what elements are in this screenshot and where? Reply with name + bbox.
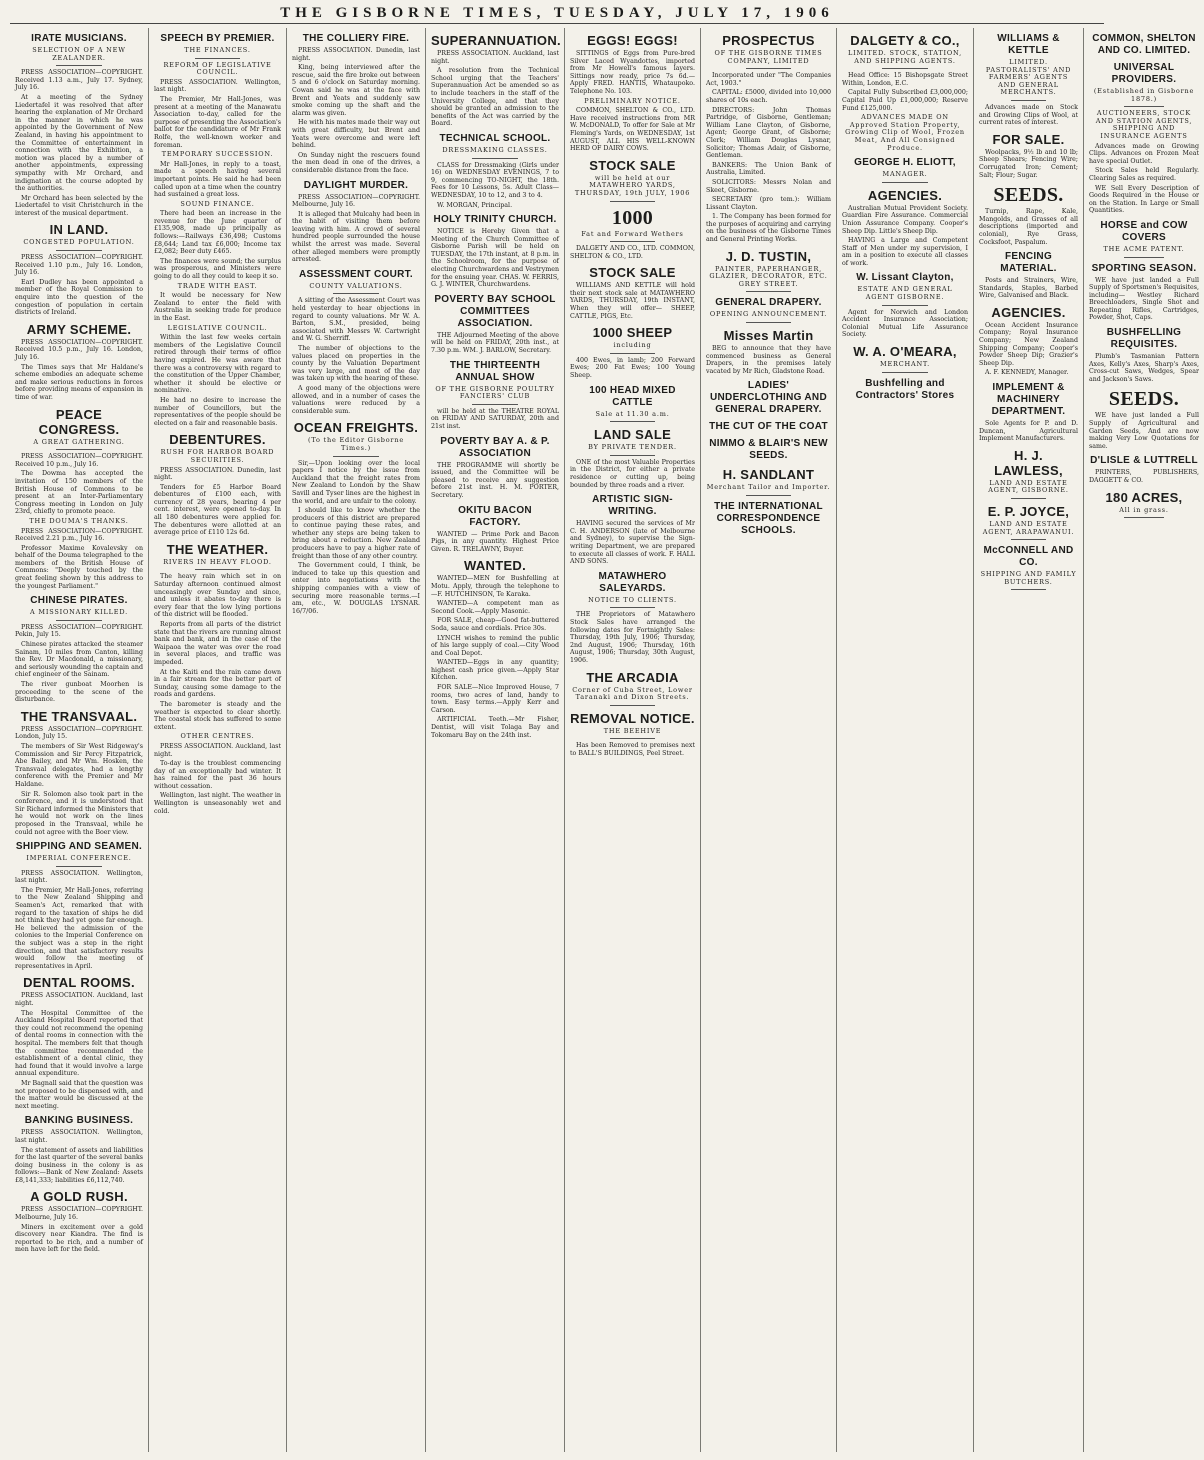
article-paragraph: will be held at the THEATRE ROYAL on FRIDAY AND SATURDAY, 20th and 21st inst. <box>431 407 559 430</box>
section-subheading: (To the Editor Gisborne Times.) <box>308 436 404 452</box>
section-subheading: PAINTER, PAPERHANGER, GLAZIER, DECORATOR, ETC. GREY STREET. <box>709 264 828 288</box>
article-paragraph: PRESS ASSOCIATION. Auckland, last night. <box>431 50 559 65</box>
section-heading: STOCK SALE <box>589 157 676 173</box>
section-heading: PROSPECTUS <box>722 33 815 48</box>
section-subheading: SOUND FINANCE. <box>180 199 255 208</box>
section-subheading: MANAGER. <box>882 170 928 179</box>
section-heading: THE THIRTEENTH ANNUAL SHOW <box>449 359 541 383</box>
column-6 <box>701 28 837 1452</box>
section-subheading: LAND AND ESTATE AGENT, GISBORNE. <box>988 478 1069 495</box>
section-heading: 1000 SHEEP <box>592 325 673 341</box>
section-subheading: All in grass. <box>1119 505 1169 514</box>
article-paragraph: PRESS ASSOCIATION—COPYRIGHT. Melbourne, July 16. <box>292 193 420 209</box>
section-subheading: LIMITED. PASTORALISTS' AND FARMERS' AGENTS AND GENERAL MERCHANTS. <box>985 58 1072 97</box>
section-heading: E. P. JOYCE, <box>987 504 1070 519</box>
section-heading: THE INTERNATIONAL CORRESPONDENCE SCHOOLS. <box>714 501 823 536</box>
divider <box>610 421 655 422</box>
section-heading: OKITU BACON FACTORY. <box>458 504 532 528</box>
article-paragraph: The heavy rain which set in on Saturday afternoon continued almost unceasingly over Sunday and since, and unless it abates to-day there is every fear that the low lying portions of the district will be flooded. <box>154 573 281 619</box>
section-heading: SUPERANNUATION. <box>431 33 561 48</box>
divider <box>1011 539 1047 540</box>
article-paragraph: CAPITAL: £5000, divided into 10,000 shares of 10s each. <box>706 89 831 104</box>
article-paragraph: FOR SALE, cheap—Good fat-buttered Soda, sauce and cordials. Price 30s. <box>431 617 559 632</box>
article-paragraph: The Premier, Mr Hall-Jones, referring to the New Zealand Shipping and Seamen's Act, remarked that with regard to the taxation of ships he did not think they had yet gone far enough. He believed the admission of the colonies to the Imperial Conference on the subject was a step in the right direction, and that satisfactory results would follow the meeting of representatives in April. <box>15 886 143 970</box>
article-paragraph: The river gunboat Moorhen is proceeding to the scene of the disturbance. <box>15 681 143 704</box>
divider <box>746 495 791 496</box>
section-subheading: THE DOUMA'S THANKS. <box>29 516 129 525</box>
article-paragraph: Sir,—Upon looking over the local papers I notice by the issue from Auckland that the freight rates from New Zealand to London by the Shaw Savill and Tyser lines are the highest in the world, and are unfair to the colony. <box>292 459 420 505</box>
article-paragraph: PRESS ASSOCIATION—COPYRIGHT. Pekin, July 15. <box>15 623 143 639</box>
divider <box>195 58 241 59</box>
divider <box>1124 106 1164 107</box>
section-subheading: SELECTION OF A NEW ZEALANDER. <box>32 46 126 62</box>
section-heading: WANTED. <box>463 558 527 574</box>
article-paragraph: SECRETARY (pro tem.): William Lissant Clayton. <box>706 196 831 211</box>
section-heading: THE WEATHER. <box>166 541 269 557</box>
article-paragraph: 400 Ewes, in lamb; 200 Forward Ewes; 200 Fat Ewes; 100 Young Sheep. <box>570 356 695 380</box>
article-paragraph: W. MORGAN, Principal. <box>437 201 513 209</box>
column-8 <box>974 28 1084 1452</box>
section-subheading: COUNTY VALUATIONS. <box>309 281 403 290</box>
section-heading: A GOLD RUSH. <box>30 1189 128 1205</box>
article-paragraph: BEG to announce that they have commenced business as General Drapers, in the premises lately vacated by Mr Rich, Gladstone Road. <box>706 345 831 375</box>
section-heading: 180 ACRES, <box>1105 489 1183 505</box>
article-paragraph: WE have just landed a Full Supply of Agricultural and Garden Seeds, And are now making Very Low Quotations for same. <box>1089 412 1199 450</box>
section-subheading: RIVERS IN HEAVY FLOOD. <box>163 557 272 566</box>
section-heading: W. A. O'MEARA, <box>853 344 957 360</box>
section-subheading: IMPERIAL CONFERENCE. <box>26 854 132 863</box>
article-paragraph: To-day is the troublest commencing day of an exceptionally bad winter. It has rained for the past 36 hours without cessation. <box>154 760 281 790</box>
article-paragraph: THE PROGRAMME will shortly be issued, and the Committee will be pleased to receive any suggestion before 21st inst. H. M. PORTER, Secretary. <box>431 461 559 499</box>
section-subheading: DRESSMAKING CLASSES. <box>442 145 548 154</box>
article-paragraph: HAVING secured the services of Mr C. H. ANDERSON (late of Melbourne and Sydney), to supervise the Sign-writing Department, we are prepared to execute all classes of work. F. HALL AND SONS. <box>570 520 695 566</box>
article-paragraph: The Premier, Mr Hall-Jones, was present at a meeting of the Manawatu Association to-day, called for the purpose of presenting the Association's ballot for the candidature of Mr Frank Rolfe, the well-known worker and foreman. <box>154 95 281 149</box>
article-paragraph: He had no desire to increase the number of Councillors, but the representatives of the people should be elected on a fair and reasonable basis. <box>154 396 281 427</box>
article-paragraph: The barometer is steady and the weather is expected to clear shortly. The coastal stock has suffered to some extent. <box>154 700 281 731</box>
article-paragraph: The Times says that Mr Haldane's scheme embodies an adequate scheme and make serious reductions in forces before providing means of expansion in time of war. <box>15 363 143 401</box>
section-subheading: AUCTIONEERS, STOCK AND STATION AGENTS, SHIPPING AND INSURANCE AGENTS <box>1095 109 1193 140</box>
section-subheading: will be held at our MATAWHERO YARDS, THURSDAY, 19th JULY, 1906 <box>574 173 691 197</box>
section-heading: COMMON, SHELTON AND CO. LIMITED. <box>1092 33 1196 56</box>
masthead-title: THE GISBORNE TIMES, TUESDAY, JULY 17, 1906 <box>280 5 834 21</box>
article-paragraph: He with his mates made their way out with great difficulty, but Brent and Yeats were overcome and were left behind. <box>292 119 420 150</box>
column-7 <box>837 28 974 1452</box>
divider <box>882 68 927 69</box>
section-heading: POVERTY BAY A. & P. ASSOCIATION <box>440 435 550 459</box>
section-heading: LAND SALE <box>593 427 672 443</box>
article-paragraph: WANTED—MEN for Bushfelling at Motu. Apply, through the telephone to—F. HUTCHINSON, Te Karaka. <box>431 575 559 598</box>
article-paragraph: The statement of assets and liabilities for the last quarter of the several banks doing business in the colony is as follows:—Bank of New Zealand: Assets £8,141,333; liabilities £6,112,740. <box>15 1146 143 1184</box>
section-heading: D'LISLE & LUTTRELL <box>1090 455 1198 467</box>
section-heading: REMOVAL NOTICE. <box>570 710 695 726</box>
article-paragraph: Miners in excitement over a gold discovery near Kiandra. The find is reported to be rich, and a number of men have left for the field. <box>15 1223 143 1254</box>
section-subheading: (Established in Gisborne 1878.) <box>1093 87 1195 103</box>
divider <box>56 250 102 251</box>
article-paragraph: ARTIFICIAL Teeth.—Mr Fisher, Dentist, will visit Tolaga Bay and Tokomaru Bay on the 24th inst. <box>431 716 559 739</box>
divider <box>882 372 927 373</box>
section-heading: McCONNELL AND CO. <box>983 545 1074 569</box>
article-paragraph: Capital Fully Subscribed £3,000,000; Capital Paid Up £1,000,000; Reserve Fund £125,000. <box>842 89 968 112</box>
section-subheading: BY PRIVATE TENDER. <box>588 443 677 452</box>
section-subheading: Corner of Cuba Street, Lower Taranaki and Dixon Streets. <box>572 685 693 702</box>
column-2 <box>149 28 287 1452</box>
section-heading: THE ARCADIA <box>586 669 679 685</box>
article-paragraph: Tenders for £5 Harbor Board debentures of £100 each, with currency of 28 years, bearing 4 per cent. interest, were opened to-day. In all 180 debentures were applied for. The debentures were allotted at an average price of £110 12s 6d. <box>154 483 281 537</box>
section-heading: IMPLEMENT & MACHINERY DEPARTMENT. <box>991 382 1066 418</box>
article-paragraph: PRINTERS, PUBLISHERS, DAGGETT & CO. <box>1089 469 1199 484</box>
section-subheading: NOTICE TO CLIENTS. <box>588 595 677 604</box>
section-heading: IN LAND. <box>49 222 109 238</box>
article-paragraph: PRESS ASSOCIATION—COPYRIGHT. Received 10 p.m., July 16. <box>15 453 143 468</box>
divider <box>610 738 655 739</box>
article-paragraph: PRESS ASSOCIATION. Dunedin, last night. <box>292 47 420 62</box>
article-paragraph: CLASS for Dressmaking (Girls under 16) on WEDNESDAY EVENINGS, 7 to 9, commencing TO-NIGHT, the 18th. Fees for 10 Lessons, 5s. Adult Class—WEDNESDAY, 10 to 12, and 3 to 4. <box>431 161 559 199</box>
article-paragraph: THE Proprietors of Matawhero Stock Sales have arranged the following dates for Fortnightly Sales: Thursday, 19th July, 1906; Thursday, 2nd August, 1906; Thursday, 16th August, 1906; Thursday, 30th August, 1906. <box>570 611 695 664</box>
section-heading: EGGS! EGGS! <box>587 33 678 48</box>
article-paragraph: On Sunday night the rescuers found the men dead in one of the drives, a considerable distance from the face. <box>292 151 420 174</box>
section-heading: AGENCIES. <box>991 304 1066 320</box>
article-paragraph: Reports from all parts of the district state that the rivers are running almost bank and bank, and in the case of the Waipaoa the water was over the road in several places, and traffic was impeded. <box>154 621 281 666</box>
section-subheading: LEGISLATIVE COUNCIL. <box>167 323 268 332</box>
article-paragraph: Incorporated under "The Companies Act, 1903." <box>706 72 831 87</box>
column-9 <box>1084 28 1204 1452</box>
article-paragraph: King, being interviewed after the rescue, said the fire broke out between 5 and 6 o'clock on Saturday morning. Cowan said he was at the face with Brent and Yeats and suddenly saw smoke coming up the shaft and the alarm was given. <box>292 64 420 117</box>
section-heading: SEEDS. <box>993 184 1064 207</box>
article-paragraph: Wellington, last night. The weather in Wellington is unseasonably wet and cold. <box>154 792 281 815</box>
section-subheading: Merchant Tailor and Importer. <box>706 483 831 492</box>
divider <box>610 201 655 202</box>
article-paragraph: The finances were sound; the surplus was prosperous, and Ministers were going to do all they could to keep it so. <box>154 257 281 281</box>
article-paragraph: Advances made on Stock and Growing Clips of Wool, at current rates of interest. <box>979 103 1078 127</box>
article-paragraph: It is alleged that Mulcahy had been in the habit of visiting them before leaving with him. A crowd of several hundred people surrounded the house whilst the arrest was made. Several other alleged members were promptly arrested. <box>292 210 420 264</box>
article-paragraph: PRESS ASSOCIATION. Dunedin, last night. <box>154 466 281 482</box>
section-subheading: THE FINANCES. <box>184 46 251 54</box>
divider <box>746 68 791 69</box>
article-paragraph: Mr Orchard has been selected by the Liedertafel to visit Christchurch in the interest of the musical department. <box>15 194 143 217</box>
article-paragraph: Earl Dudley has been appointed a member of the Royal Commission to enquire into the question of the congestion of population in certain districts of Ireland. <box>15 278 143 317</box>
section-heading: AGENCIES. <box>867 187 943 203</box>
article-paragraph: Chinese pirates attacked the steamer Sainam, 10 miles from Canton, killing the Rev. Dr Macdonald, a missionary, and seriously wounding the captain and chief engineer of the Sainam. <box>15 641 143 679</box>
divider <box>195 569 241 570</box>
section-subheading: OF THE GISBORNE TIMES COMPANY, LIMITED <box>714 49 823 65</box>
article-paragraph: There had been an increase in the revenue for the June quarter of £135,908, made up principally as follows:—Railways £36,498; Customs £8,644; Land tax £6,000; Income tax £2,082; Beer duty £465. <box>154 210 281 256</box>
article-paragraph: SITTINGS of Eggs from Pure-bred Silver Laced Wyandottes, imported from Mr Howell's famous layers. Sittings now ready, price 7s 6d.—Apply FRED. HANTIS, Whataupoko. Telephone No. 103. <box>570 50 695 95</box>
section-heading: IRATE MUSICIANS. <box>31 33 127 44</box>
divider <box>472 404 518 405</box>
section-heading: MATAWHERO SALEYARDS. <box>598 570 667 594</box>
divider <box>333 293 379 294</box>
article-paragraph: HAVING a Large and Competent Staff of Men under my supervision, I am in a position to execute all classes of work. <box>842 237 968 267</box>
article-paragraph: A good many of the objections were allowed, and in a number of cases the valuations were reduced by a considerable sum. <box>292 384 420 415</box>
article-paragraph: NOTICE is Hereby Given that a Meeting of the Church Committee of Gisborne Parish will be held on TUESDAY, the 17th instant, at 8 p.m. in the Schoolroom, for the purpose of electing Churchwardens and Vestrymen for the ensuing year. CHAS. W. FERRIS, G. J. WINTER, Churchwardens. <box>431 228 559 289</box>
section-subheading: including <box>613 341 652 350</box>
column-3 <box>287 28 426 1452</box>
column-4 <box>426 28 565 1452</box>
divider <box>56 866 102 867</box>
article-paragraph: Sole Agents for P. and D. Duncan, Agricultural Implement Manufacturers. <box>979 420 1078 443</box>
article-paragraph: Woolpacks, 9½ lb and 10 lb; Sheep Shears; Fencing Wire; Corrugated Iron; Cement; Salt; Flour; Sugar. <box>979 148 1078 179</box>
column-5 <box>565 28 701 1452</box>
article-paragraph: I should like to know whether the producers of this district are prepared to continue paying these rates, and whether any steps are being taken to bring about a reduction. New Zealand producers have to pay a higher rate of freight than those of any other country. <box>292 507 420 560</box>
section-subheading: THE ACME PATENT. <box>1103 244 1185 253</box>
article-paragraph: A. F. KENNEDY, Manager. <box>985 369 1069 377</box>
section-heading: UNIVERSAL PROVIDERS. <box>1111 62 1177 85</box>
section-heading: SHIPPING AND SEAMEN. <box>15 841 143 853</box>
article-paragraph: Head Office: 15 Bishopsgate Street Within, London, E.C. <box>842 72 968 87</box>
section-heading: FOR SALE. <box>992 131 1065 147</box>
section-heading: ARTISTIC SIGN-WRITING. <box>592 494 673 518</box>
divider <box>746 322 791 323</box>
divider <box>610 241 655 242</box>
article-paragraph: A sitting of the Assessment Court was held yesterday to hear objections in regard to county valuations. Mr W. A. Barton, S.M., presided, being associated with Messrs W. Cartwright and W. G. Sherriff. <box>292 297 420 343</box>
section-subheading: A GREAT GATHERING. <box>33 437 125 446</box>
article-paragraph: WANTED—A competent man as Second Cook.—Apply Masonic. <box>431 600 559 615</box>
section-heading: PEACE CONGRESS. <box>38 406 120 437</box>
section-heading: J. D. TUSTIN, <box>725 248 812 264</box>
section-heading: SPEECH BY PREMIER. <box>160 33 275 44</box>
section-heading: LADIES' UNDERCLOTHING AND GENERAL DRAPERY. <box>710 380 827 416</box>
section-heading: FENCING MATERIAL. <box>1000 251 1057 275</box>
section-subheading: OF THE GISBORNE POULTRY FANCIERS' CLUB <box>435 384 555 401</box>
column-1 <box>10 28 149 1452</box>
section-heading: W. Lissant Clayton, <box>856 272 954 284</box>
article-paragraph: THE Adjourned Meeting of the above will be held on FRIDAY, 20th inst., at 7.30 p.m. WM. J. BARLOW, Secretary. <box>431 331 559 355</box>
article-paragraph: ONE of the most Valuable Properties in the District, for either a private residence or cutting up, being bounded by three roads and a river. <box>570 458 695 489</box>
article-paragraph: Mr Bagnall said that the question was not proposed to be dispensed with, and the matter would be discussed at the next meeting. <box>15 1079 143 1110</box>
section-heading: THE CUT OF THE COAT <box>709 421 828 433</box>
section-subheading: ESTATE AND GENERAL AGENT GISBORNE. <box>857 285 953 302</box>
section-heading: GEORGE H. ELIOTT, <box>854 157 956 169</box>
section-subheading: TEMPORARY SUCCESSION. <box>161 150 274 159</box>
section-heading: H. SANDLANT <box>722 467 815 483</box>
article-paragraph: PRESS ASSOCIATION—COPYRIGHT. Received 1.13 a.m., July 17. Sydney, July 16. <box>15 69 143 92</box>
section-subheading: CONGESTED POPULATION. <box>23 238 135 247</box>
section-heading: 100 HEAD MIXED CATTLE <box>589 384 676 408</box>
newspaper-page <box>10 28 1199 1452</box>
article-paragraph: COMMON, SHELTON & CO., LTD. Have received instructions from MR W. McDONALD, To offer for Sale at Mr Fleming's Yards, on WEDNESDAY, 1st AUGUST, ALL HIS WELL-KNOWN HERD OF DAIRY COWS. <box>570 107 695 153</box>
section-subheading: TRADE WITH EAST. <box>177 281 258 290</box>
article-paragraph: The Hospital Committee of the Auckland Hospital Board reported that they could not recommend the opening of dental rooms in connection with the hospital. The members felt that though the committee recommended the establishment of a dental clinic, they had found that it would involve a large annual expenditure. <box>15 1009 143 1078</box>
divider <box>610 353 655 354</box>
divider <box>610 705 655 706</box>
section-subheading: Fat and Forward Wethers <box>581 229 684 238</box>
article-paragraph: PRESS ASSOCIATION. Auckland, last night. <box>154 742 281 758</box>
section-heading: CHINESE PIRATES. <box>30 595 128 607</box>
article-paragraph: Within the last few weeks certain members of the Legislative Council retired through their terms of office having expired. He was aware that there was a controversy with regard to the constitution of the Upper Chamber, whether it should be elective or nominative. <box>154 334 281 395</box>
article-paragraph: At the Kaiti end the rain came down in a fair stream for the better part of Sunday, causing some damage to the roads and gardens. <box>154 668 281 699</box>
article-paragraph: FOR SALE—Nice Improved House, 7 rooms, two acres of land, handy to town. Easy terms.—Apply Kerr and Carson. <box>431 684 559 714</box>
article-paragraph: Turnip, Rape, Kale, Mangolds, and Grasses of all descriptions (imported and colonial), Rye Grass, Cocksfoot, Paspalum. <box>979 208 1078 246</box>
masthead <box>10 4 1104 24</box>
section-heading: DENTAL ROOMS. <box>23 975 135 991</box>
article-paragraph: At a meeting of the Sydney Liedertafel it was resolved that after hearing the explanation of Mr Orchard in the manner in which he was appointed by the Government of New Zealand, in having his appointment to the Committee of entertainment in connection with the Exhibition, a motion was placed by a number of another appointments, expressing sympathy with Mr Orchard, and indignation at the course adopted by the authorities. <box>15 93 143 193</box>
section-heading: BUSHFELLING REQUISITES. <box>1106 327 1182 351</box>
article-paragraph: SOLICITORS: Messrs Nolan and Skeet, Gisborne. <box>706 178 831 194</box>
section-heading: DALGETY & CO., <box>850 33 960 48</box>
article-paragraph: It would be necessary for New Zealand to enter the field with Australia in seeking trade for produce in the East. <box>154 292 281 322</box>
article-paragraph: Australian Mutual Provident Society. Guardian Fire Assurance. Commercial Union Assurance Company. Cooper's Sheep Dip. Little's Sheep Dip. <box>842 204 968 235</box>
divider <box>610 455 655 456</box>
article-paragraph: PRESS ASSOCIATION. Wellington, last night. <box>15 869 143 885</box>
divider <box>610 607 655 608</box>
article-paragraph: Has been Removed to premises next to BALL'S BUILDINGS, Peel Street. <box>570 742 695 757</box>
article-paragraph: PRESS ASSOCIATION—COPYRIGHT. Received 1.10 p.m., July 16. London, July 16. <box>15 254 143 277</box>
section-subheading: REFORM OF LEGISLATIVE COUNCIL. <box>163 60 272 77</box>
article-paragraph: The Government could, I think, be induced to take up this question and enter into negotiations with the shipping companies with a view of securing more reasonable terms.—I am, etc., W. DOUGLAS LYSNAR. 16/7/06. <box>292 562 420 615</box>
section-heading: TECHNICAL SCHOOL. <box>439 132 551 144</box>
section-heading: DEBENTURES. <box>169 432 266 448</box>
article-paragraph: Mr Hall-Jones, in reply to a toast, made a speech having several important points. He said he had been called upon at a time when the country had sustained a great loss. <box>154 160 281 199</box>
divider <box>333 456 379 457</box>
section-subheading: THE BEEHIVE <box>603 726 662 735</box>
section-heading: GENERAL DRAPERY. <box>715 297 822 309</box>
section-heading: H. J. LAWLESS, <box>994 447 1063 478</box>
divider <box>56 620 102 621</box>
article-paragraph: The Dowma has accepted the invitation of 150 members of the British House of Commons to be present at an Inter-Parliamentary Congress meeting in London on July 23rd, chiefly to promote peace. <box>15 470 143 516</box>
article-paragraph: Plumb's Tasmanian Pattern Axes, Kelly's Axes, Sharp's Axes, Cross-cut Saws, Wedges, Spear and Jackson's Saws. <box>1089 353 1199 383</box>
section-subheading: Sale at 11.30 a.m. <box>595 409 670 418</box>
article-paragraph: Posts and Strainers, Wire, Standards, Staples, Barbed Wire, Galvanised and Black. <box>979 277 1078 300</box>
article-paragraph: PRESS ASSOCIATION—COPYRIGHT. Melbourne, July 16. <box>15 1206 143 1222</box>
article-paragraph: DALGETY AND CO., LTD. COMMON, SHELTON & CO., LTD. <box>570 245 695 260</box>
section-heading: ASSESSMENT COURT. <box>298 268 413 280</box>
section-heading: WILLIAMS & KETTLE <box>997 33 1060 56</box>
section-subheading: ADVANCES MADE ON Approved Station Property, Growing Clip of Wool, Frozen Meat, And All Consigned Produce. <box>845 113 965 152</box>
article-paragraph: Professor Maxime Kovalevsky on behalf of the Douma telegraphed to the members of the British House of Commons: "Deeply touched by the great feeling shown by this address to the youngest Parliament." <box>15 544 143 590</box>
article-paragraph: WE Sell Every Description of Goods Required in the House or on the Station. In Large or Small Quantities. <box>1089 184 1199 215</box>
article-paragraph: Stock Sales held Regularly. Clearing Sales as required. <box>1089 167 1199 182</box>
section-heading: STOCK SALE <box>589 265 676 281</box>
article-paragraph: LYNCH wishes to remind the public of his large supply of coal.—City Wood and Coal Depot. <box>431 634 559 657</box>
divider <box>882 305 927 306</box>
section-subheading: SHIPPING AND FAMILY BUTCHERS. <box>980 570 1077 586</box>
section-heading: NIMMO & BLAIR'S NEW SEEDS. <box>709 438 828 462</box>
divider <box>1124 517 1164 518</box>
article-paragraph: Agent for Norwich and London Accident Insurance Association; Colonial Mutual Life Assurance Society. <box>842 308 968 339</box>
article-paragraph: WILLIAMS AND KETTLE will hold their next stock sale at MATAWHERO YARDS, THURSDAY, 19th INSTANT, When they will offer— SHEEP, CATTLE, PIGS, Etc. <box>570 282 695 320</box>
section-subheading: MERCHANT. <box>880 360 930 369</box>
section-heading: OCEAN FREIGHTS. <box>293 420 419 436</box>
article-paragraph: PRESS ASSOCIATION—COPYRIGHT. Received 10.5 p.m., July 16. London, July 16. <box>15 338 143 361</box>
section-heading: THE COLLIERY FIRE. <box>302 33 410 44</box>
section-heading: HOLY TRINITY CHURCH. <box>433 214 557 226</box>
section-heading: DAYLIGHT MURDER. <box>303 179 409 191</box>
section-subheading: OPENING ANNOUNCEMENT. <box>709 310 828 319</box>
divider <box>56 65 102 66</box>
article-paragraph: Advances made on Growing Clips. Advances on Frozen Meat have special Outlet. <box>1089 142 1199 165</box>
article-paragraph: DIRECTORS: John Thomas Partridge, of Gisborne, Gentleman; William Lane Clayton, of Gisborne, Agent; George Grant, of Gisborne; Clerk; William Douglas Lysnar, Solicitor; Thomas Adair, of Gisborne, Gentleman. <box>706 106 831 160</box>
article-paragraph: WANTED — Prime Pork and Bacon Pigs, in any quantity. Highest Price Given. R. TRELAWNY, Buyer. <box>431 530 559 553</box>
section-heading: Misses Martin <box>723 328 814 344</box>
divider <box>1011 498 1047 499</box>
section-heading: THE TRANSVAAL. <box>20 708 138 724</box>
article-paragraph: PRESS ASSOCIATION—COPYRIGHT. Received 2.21 p.m., July 16. <box>15 527 143 543</box>
article-paragraph: A resolution from the Technical School urging that the Teachers' Superannuation Act be amended so as to include teachers in the staff of the University College, and that they should be granted an admission to the benefits of the Act was carried by the Board. <box>431 67 559 128</box>
divider <box>472 158 518 159</box>
article-paragraph: PRESS ASSOCIATION. Auckland, last night. <box>15 992 143 1007</box>
divider <box>882 182 927 183</box>
section-subheading: PRELIMINARY NOTICE. <box>584 96 681 105</box>
article-paragraph: PRESS ASSOCIATION. Wellington, last night. <box>154 78 281 94</box>
article-paragraph: WANTED—Eggs in any quantity; highest cash price given.—Apply Star Kitchen. <box>431 659 559 682</box>
article-paragraph: PRESS ASSOCIATION—COPYRIGHT. London, July 15. <box>15 725 143 741</box>
section-heading: SEEDS. <box>1108 388 1180 411</box>
divider <box>1011 100 1047 101</box>
article-paragraph: BANKERS: The Union Bank of Australia, Limited. <box>706 161 831 177</box>
article-paragraph: Ocean Accident Insurance Company; Royal Insurance Company; New Zealand Shipping Company; Cooper's Powder Sheep Dip; Grazier's Sheep Dip. <box>979 321 1078 367</box>
section-heading: Bushfelling and Contractors' Stores <box>855 377 955 401</box>
article-paragraph: Sir R. Solomon also took part in the conference, and it is understood that Sir Richard informed the Ministers that he would not work on the lines proposed in the Transvaal, while he could not agree with the Boer view. <box>15 790 143 836</box>
section-subheading: LIMITED. STOCK, STATION, AND SHIPPING AGENTS. <box>848 49 962 65</box>
section-heading: BANKING BUSINESS. <box>24 1115 134 1127</box>
section-heading: POVERTY BAY SCHOOL COMMITTEES ASSOCIATION. <box>434 293 556 329</box>
article-paragraph: 1. The Company has been formed for the purposes of acquiring and carrying on the business of the Gisborne Times and General Printing Works. <box>706 213 831 244</box>
divider <box>56 449 102 450</box>
section-heading: HORSE and COW COVERS <box>1100 219 1188 243</box>
section-heading: 1000 <box>611 206 654 229</box>
section-heading: ARMY SCHEME. <box>26 321 132 337</box>
article-paragraph: WE have just landed a Full Supply of Sportsmen's Requisites, including— Westley Richard Breechloaders, Single Shot and Repeating Rifles, Cartridges, Powder, Shot, Caps. <box>1089 276 1199 322</box>
article-paragraph: PRESS ASSOCIATION. Wellington, last night. <box>15 1129 143 1144</box>
section-subheading: RUSH FOR HARBOR BOARD SECURITIES. <box>160 448 275 464</box>
divider <box>1124 257 1164 258</box>
section-subheading: LAND AND ESTATE AGENT, ARAPAWANUI. <box>982 520 1075 536</box>
section-subheading: OTHER CENTRES. <box>180 732 255 741</box>
divider <box>746 291 791 292</box>
article-paragraph: The number of objections to the values placed on properties in the county by the Valuation Department was very large, and most of the day was taken up with the hearing of these. <box>292 345 420 383</box>
section-heading: SPORTING SEASON. <box>1091 262 1197 274</box>
section-subheading: A MISSIONARY KILLED. <box>30 608 128 617</box>
article-paragraph: The members of Sir West Ridgeway's Commission and Sir Percy Fitzpatrick, Abe Bailey, and Mr Wm. Hosken, the Transvaal delegates, had a lengthy conference with the Premier and Mr Haldane. <box>15 742 143 788</box>
divider <box>1011 589 1047 590</box>
